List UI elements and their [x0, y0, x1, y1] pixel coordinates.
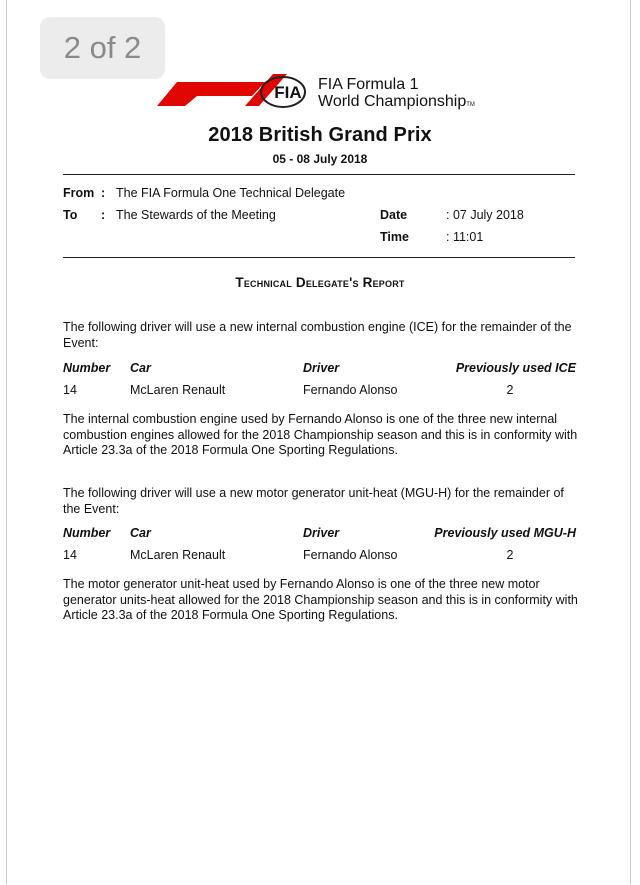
ice-row-driver: Fernando Alonso: [303, 383, 398, 397]
event-dates: 05 - 08 July 2018: [272, 152, 368, 166]
ice-row-car: McLaren Renault: [130, 383, 226, 397]
header-bottom-rule: [63, 257, 575, 258]
event-title: 2018 British Grand Prix: [208, 124, 432, 146]
page-counter-badge: 2 of 2: [40, 17, 165, 79]
fia-badge: FIA: [274, 83, 302, 102]
to-label: To: [63, 208, 78, 222]
ice-note: The internal combustion engine used by Fernando Alonso is one of the three new internal combustion engines allowed for the 2018 Championship season and this is in conformity with Article 23.3a of the 2018 Formula One Sporting Regulations.: [63, 412, 578, 457]
ice-col-previous: Previously used ICE: [455, 361, 576, 375]
time-label: Time: [380, 230, 409, 244]
mguh-row-previous: 2: [506, 548, 514, 562]
mguh-row-driver: Fernando Alonso: [303, 548, 398, 562]
mguh-col-previous: Previously used MGU-H: [434, 526, 576, 540]
ice-col-number: Number: [63, 361, 111, 375]
mguh-row-car: McLaren Renault: [130, 548, 226, 562]
championship-line1: FIA Formula 1: [318, 76, 419, 93]
date-label: Date: [380, 208, 408, 222]
championship-line2-text: World Championship: [318, 93, 467, 110]
time-value: : 11:01: [446, 230, 484, 244]
ice-col-driver: Driver: [303, 361, 340, 375]
ice-intro: The following driver will use a new internal combustion engine (ICE) for the remainder of the Event:: [63, 320, 572, 350]
mguh-note: The motor generator unit-heat used by Fernando Alonso is one of the three new motor generator units-heat allowed for the 2018 Championship season and this is in conformity with Article 23.3a of the 2018 Formula One Sporting Regulations.: [63, 577, 578, 622]
from-value: The FIA Formula One Technical Delegate: [116, 186, 346, 200]
ice-row-number: 14: [63, 383, 77, 397]
from-label: From: [63, 186, 95, 200]
header-top-rule: [63, 174, 575, 175]
championship-name: [318, 76, 475, 114]
ice-col-car: Car: [130, 361, 151, 375]
mguh-intro: The following driver will use a new motor generator unit-heat (MGU-H) for the remainder of the Event:: [63, 486, 564, 516]
mguh-col-car: Car: [130, 526, 151, 540]
mguh-row-number: 14: [63, 548, 77, 562]
f1-logo-stripe-2: [203, 86, 251, 94]
from-colon: :: [101, 186, 106, 200]
to-value: The Stewards of the Meeting: [116, 208, 276, 222]
ice-row-previous: 2: [506, 383, 514, 397]
report-title: Technical Delegate's Report: [235, 275, 405, 290]
mguh-col-number: Number: [63, 526, 111, 540]
date-value: : 07 July 2018: [446, 208, 524, 222]
to-colon: :: [101, 208, 106, 222]
trademark: TM: [466, 102, 475, 108]
mguh-col-driver: Driver: [303, 526, 340, 540]
championship-line2: [318, 93, 475, 114]
